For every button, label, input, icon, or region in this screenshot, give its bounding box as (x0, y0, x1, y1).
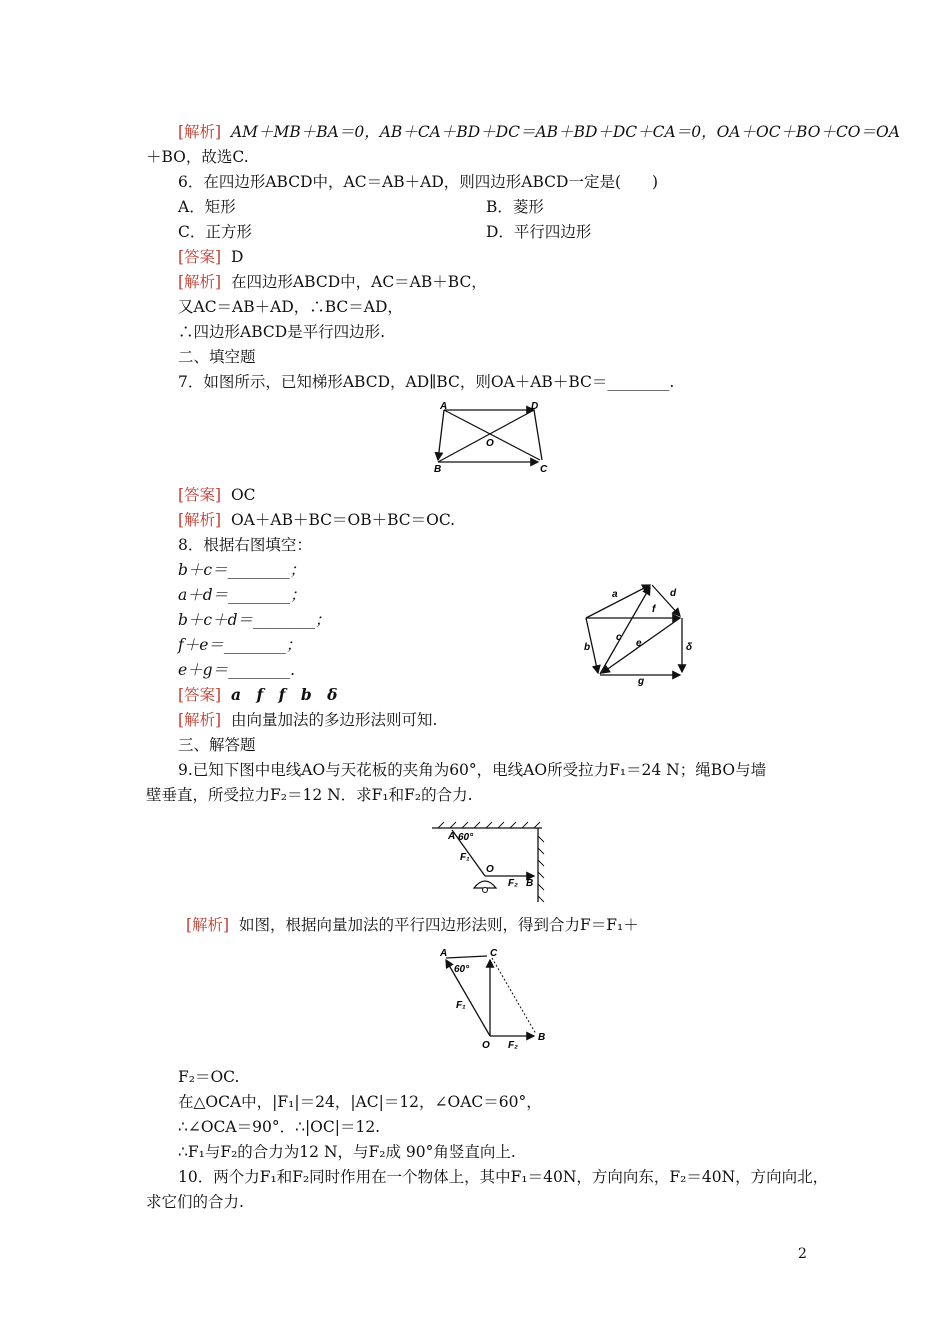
label-a: A (440, 948, 448, 959)
answer-8 (178, 684, 338, 706)
option-a: A．矩形 (178, 198, 236, 216)
answer-tag: [答案] (178, 486, 222, 504)
question-8: 8．根据右图填空： (178, 536, 312, 554)
label-f1: F₁ (456, 1000, 466, 1011)
line-text: 由向量加法的多边形法则可知. (230, 711, 438, 729)
label-f2: F₂ (508, 878, 518, 889)
label-c: C (490, 948, 498, 959)
analysis-tag: [解析] (186, 916, 230, 934)
analysis-9-line2: F₂＝OC. (178, 1068, 240, 1086)
analysis-9-line4: ∴∠OCA＝90°．∴|OC|＝12. (178, 1118, 381, 1136)
line-analysis-5 (178, 121, 900, 143)
vector-c (600, 587, 650, 674)
analysis-8 (178, 709, 437, 731)
section-solve: 三、解答题 (178, 736, 256, 754)
blank-2: a＋d＝________； (178, 586, 306, 604)
label-f1: F₁ (460, 852, 470, 863)
question-7: 7．如图所示，已知梯形ABCD，AD∥BC，则OA＋AB＋BC＝________. (178, 373, 675, 391)
label-delta: δ (686, 642, 693, 653)
label-d: d (670, 588, 677, 599)
blank-5: e＋g＝________. (178, 661, 296, 679)
analysis-tag: [解析] (178, 511, 222, 529)
label-b: B (526, 878, 534, 889)
analysis-tag: [解析] (178, 273, 222, 291)
line-text: OA＋AB＋BC＝OB＋BC＝OC. (230, 511, 456, 529)
vector-ab (438, 410, 444, 460)
label-e: e (636, 638, 642, 649)
analysis-6-line2: 又AC＝AB＋AD，∴BC＝AD， (178, 298, 403, 316)
label-a: A (448, 831, 456, 842)
analysis-tag: [解析] (178, 123, 222, 141)
label-o: O (482, 1040, 490, 1051)
diagonal-bd (438, 410, 534, 462)
vector-a (586, 585, 650, 618)
analysis-9-line3: 在△OCA中，|F₁|＝24，|AC|＝12，∠OAC＝60°， (178, 1093, 542, 1111)
analysis-9-line5: ∴F₁与F₂的合力为12 N，与F₂成 90°角竖直向上. (178, 1143, 516, 1161)
page-number: 2 (798, 1246, 807, 1262)
section-fill-blank: 二、填空题 (178, 348, 256, 366)
blank-1: b＋c＝________； (178, 561, 306, 579)
label-a: A (440, 401, 448, 412)
line-text: 在四边形ABCD中，AC＝AB＋BC， (230, 273, 487, 291)
parallelogram-figure (432, 946, 552, 1052)
line-analysis-5-cont: ＋BO，故选C. (146, 148, 249, 166)
label-c: C (540, 464, 548, 475)
label-c: c (616, 632, 622, 643)
label-angle: 60° (458, 832, 474, 843)
label-f2: F₂ (508, 1040, 518, 1051)
question-9: 9.已知下图中电线AO与天花板的夹角为60°，电线AO所受拉力F₁＝24 N；绳BO与墙 (178, 761, 767, 779)
polygon-vector-figure (580, 580, 693, 687)
question-10: 10．两个力F₁和F₂同时作用在一个物体上，其中F₁＝40N，方向向东，F₂＝40N，方向向北， (178, 1168, 829, 1186)
analysis-tag: [解析] (178, 711, 222, 729)
segment-ac (446, 956, 487, 958)
option-c: C．正方形 (178, 223, 252, 241)
answer-tag: [答案] (178, 686, 222, 704)
line-text: 如图，根据向量加法的平行四边形法则，得到合力F＝F₁＋ (238, 916, 639, 934)
wall-hatch (538, 836, 544, 902)
question-10-cont: 求它们的合力. (146, 1193, 244, 1211)
label-b: B (434, 464, 442, 475)
answer-value: OC (230, 486, 256, 504)
answer-value: a f f b δ (230, 685, 338, 704)
label-a: a (612, 589, 618, 600)
analysis-6 (178, 271, 487, 293)
lamp-icon (474, 881, 496, 888)
answer-value: D (230, 248, 244, 266)
label-g: g (638, 676, 645, 687)
dashed-cb (492, 958, 536, 1034)
blank-3: b＋c＋d＝________； (178, 611, 331, 629)
label-o: O (486, 864, 494, 875)
analysis-6-line3: ∴四边形ABCD是平行四边形. (178, 323, 386, 341)
analysis-9 (186, 914, 639, 936)
option-b: B．菱形 (486, 198, 544, 216)
side-dc (534, 410, 542, 460)
label-f: f (652, 604, 656, 615)
question-9-cont: 壁垂直，所受拉力F₂＝12 N．求F₁和F₂的合力. (146, 786, 473, 804)
trapezoid-figure (430, 400, 550, 476)
line-text: AM＋MB＋BA＝0，AB＋CA＋BD＋DC＝AB＋BD＋DC＋CA＝0，OA＋OC＋BO＋CO＝OA (230, 123, 900, 141)
label-b: b (584, 642, 591, 653)
analysis-7 (178, 509, 455, 531)
answer-7 (178, 484, 256, 506)
blank-4: f＋e＝________； (178, 636, 302, 654)
label-d: D (531, 401, 539, 412)
answer-tag: [答案] (178, 248, 222, 266)
answer-6 (178, 246, 243, 268)
ceiling-wall-figure (430, 820, 550, 906)
bulb-icon (483, 888, 488, 893)
ceiling-hatch (438, 822, 540, 828)
label-b: B (538, 1032, 546, 1043)
label-o: O (486, 438, 494, 449)
label-angle: 60° (454, 964, 470, 975)
question-6: 6．在四边形ABCD中，AC＝AB＋AD，则四边形ABCD一定是( ) (178, 173, 659, 191)
option-d: D．平行四边形 (486, 223, 592, 241)
diagonal-ac (444, 410, 540, 460)
